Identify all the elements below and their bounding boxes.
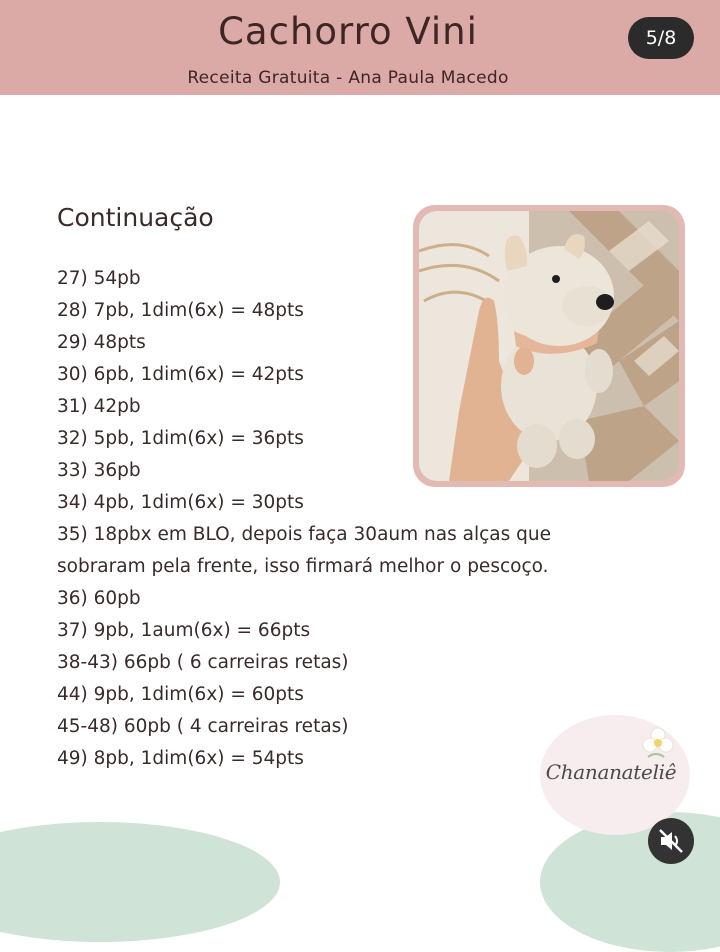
page-title: Cachorro Vini bbox=[218, 10, 478, 53]
decorative-blob-left bbox=[0, 822, 280, 942]
flower-icon bbox=[638, 723, 678, 763]
instruction-line: 45-48) 60pb ( 4 carreiras retas) bbox=[57, 716, 349, 737]
page-indicator-badge[interactable]: 5/8 bbox=[628, 17, 694, 59]
instruction-line: 49) 8pb, 1dim(6x) = 54pts bbox=[57, 748, 304, 769]
dog-illustration bbox=[419, 211, 679, 481]
instruction-line: 33) 36pb bbox=[57, 460, 141, 481]
instruction-line: 44) 9pb, 1dim(6x) = 60pts bbox=[57, 684, 304, 705]
mute-button[interactable] bbox=[648, 818, 694, 864]
instruction-line: 35) 18pbx em BLO, depois faça 30aum nas alças que bbox=[57, 524, 551, 545]
page-subtitle: Receita Gratuita - Ana Paula Macedo bbox=[187, 68, 509, 88]
instruction-line: 38-43) 66pb ( 6 carreiras retas) bbox=[57, 652, 349, 673]
instruction-line: 34) 4pb, 1dim(6x) = 30pts bbox=[57, 492, 304, 513]
section-title: Continuação bbox=[57, 203, 214, 232]
photo-frame bbox=[413, 205, 685, 487]
instruction-line: 29) 48pts bbox=[57, 332, 146, 353]
instruction-line: 31) 42pb bbox=[57, 396, 141, 417]
instruction-line: 36) 60pb bbox=[57, 588, 141, 609]
instruction-line: 30) 6pb, 1dim(6x) = 42pts bbox=[57, 364, 304, 385]
instruction-line: 28) 7pb, 1dim(6x) = 48pts bbox=[57, 300, 304, 321]
instruction-line: sobraram pela frente, isso firmará melhor o pescoço. bbox=[57, 556, 549, 577]
instruction-line: 32) 5pb, 1dim(6x) = 36pts bbox=[57, 428, 304, 449]
crochet-dog-photo bbox=[419, 211, 679, 481]
brand-logo-text: Chananateliê bbox=[545, 760, 677, 784]
instruction-line: 37) 9pb, 1aum(6x) = 66pts bbox=[57, 620, 311, 641]
instruction-line: 27) 54pb bbox=[57, 268, 141, 289]
speaker-muted-icon bbox=[648, 818, 694, 864]
header-banner bbox=[0, 0, 720, 95]
